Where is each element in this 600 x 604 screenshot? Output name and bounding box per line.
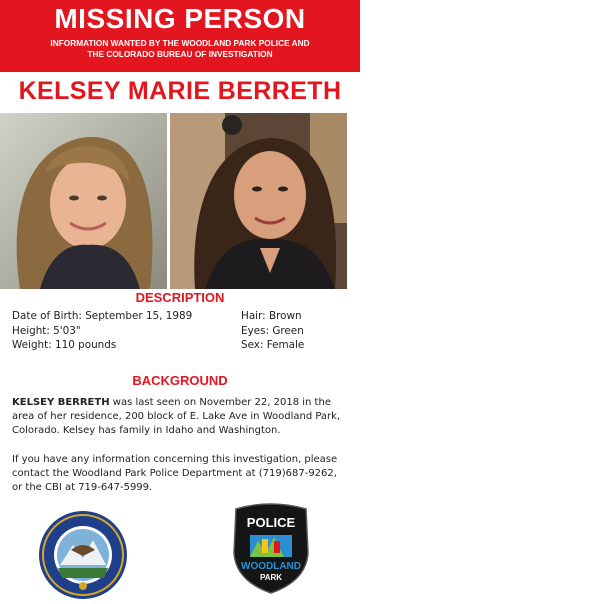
badge-woodland-text: WOODLAND [241,561,301,572]
background-heading: BACKGROUND [132,373,228,388]
description-right-column [241,309,304,353]
person-name: KELSEY MARIE BERRETH [18,77,342,105]
poster-title: MISSING PERSON [54,3,306,34]
person-photo-right [170,113,347,289]
poster-subtitle-line2: THE COLORADO BUREAU OF INVESTIGATION [87,49,273,59]
cbi-seal-logo [38,510,128,600]
height: Height: 5'03" [12,324,81,337]
date-of-birth: Date of Birth: September 15, 1989 [12,310,193,322]
poster-subtitle-line1: INFORMATION WANTED BY THE WOODLAND PARK POLICE AND [50,38,310,48]
hair-color: Hair: Brown [241,310,302,322]
description-heading: DESCRIPTION [135,290,225,305]
sex: Sex: Female [241,339,305,351]
description-left-column [12,309,192,353]
background-name: KELSEY BERRETH [12,397,110,408]
contact-paragraph: If you have any information concerning this investigation, please contact the Woodland Park Police Department at (719)687-9262, or the CBI at 719-647-5999. [12,454,338,493]
woodland-park-police-badge-logo [228,503,314,595]
person-photo-left [0,113,167,289]
background-text: was last seen on November 22, 2018 in the area of her residence, 200 block of E. Lake Ave in Woodland Park, Colorado. Kelsey has family in Idaho and Washington. [12,397,341,436]
background-paragraph [12,396,350,438]
eye-color: Eyes: Green [241,324,304,337]
header-banner [0,0,360,72]
badge-park-text: PARK [259,573,283,582]
badge-police-text: POLICE [246,515,296,530]
weight: Weight: 110 pounds [12,339,117,351]
